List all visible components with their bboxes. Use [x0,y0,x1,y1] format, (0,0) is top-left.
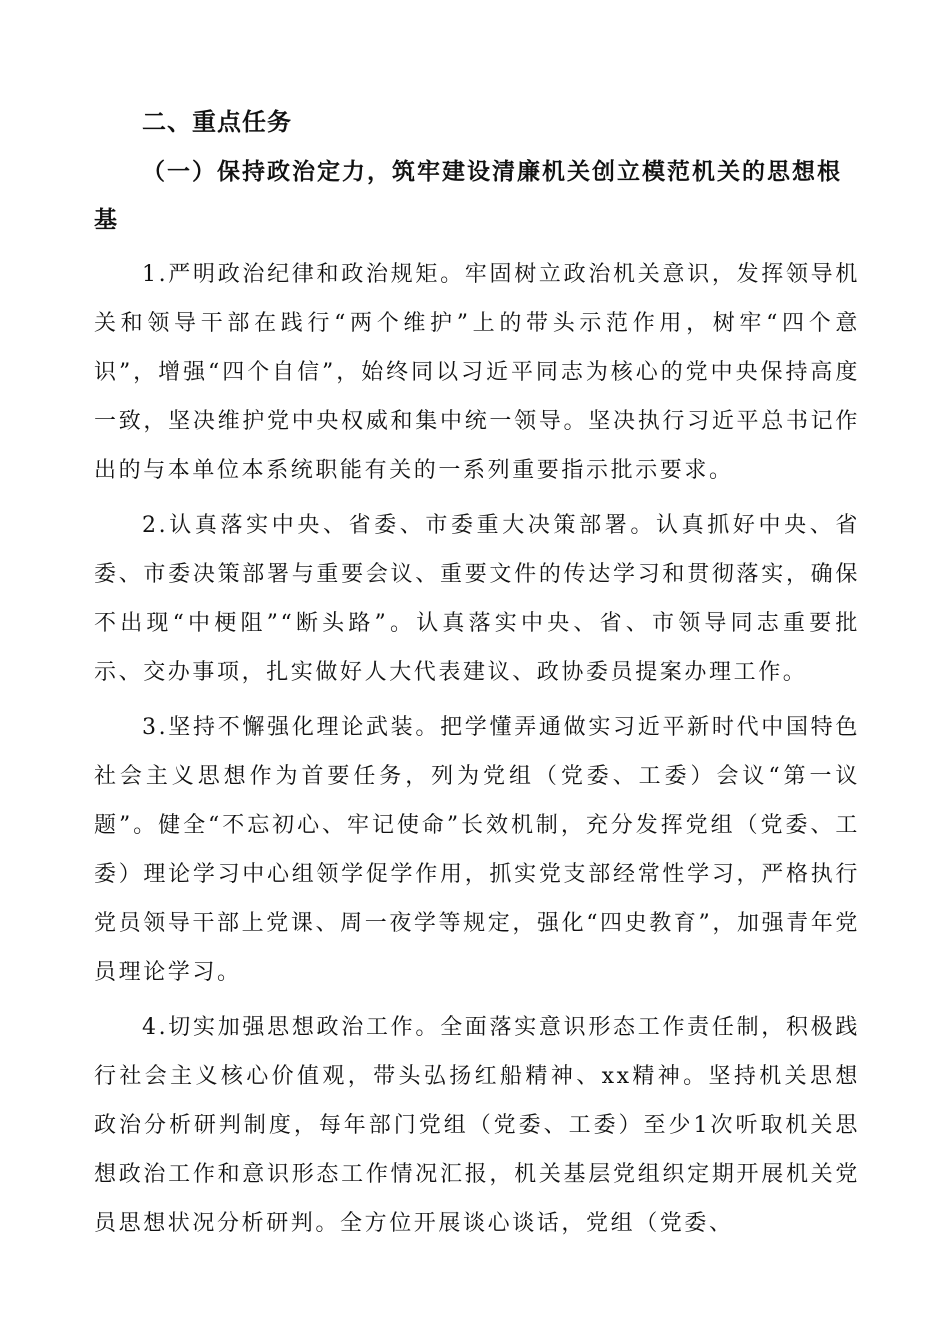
paragraph-2: 2.认真落实中央、省委、市委重大决策部署。认真抓好中央、省委、市委决策部署与重要会议、重要文件的传达学习和贯彻落实，确保不出现“中梗阻”“断头路”。认真落实中央、省、市领导同志重要批示、交办事项，扎实做好人大代表建议、政协委员提案办理工作。 [94,513,860,685]
paragraph-3: 3.坚持不懈强化理论武装。把学懂弄通做实习近平新时代中国特色社会主义思想作为首要任务，列为党组（党委、工委）会议“第一议题”。健全“不忘初心、牢记使命”长效机制，充分发挥党组（党委、工委）理论学习中心组领学促学作用，抓实党支部经常性学习，严格执行党员领导干部上党课、周一夜学等规定，强化“四史教育”，加强青年党员理论学习。 [94,715,860,985]
section-heading: 二、重点任务 [142,108,292,136]
document-body [94,96,860,1248]
sub-heading: （一）保持政治定力，筑牢建设清廉机关创立模范机关的思想根基 [94,159,842,233]
paragraph-1: 1.严明政治纪律和政治规矩。牢固树立政治机关意识，发挥领导机关和领导干部在践行“两个维护”上的带头示范作用，树牢“四个意识”，增强“四个自信”，始终同以习近平同志为核心的党中央保持高度一致，坚决维护党中央权威和集中统一领导。坚决执行习近平总书记作出的与本单位本系统职能有关的一系列重要指示批示要求。 [94,262,860,483]
paragraph-4: 4.切实加强思想政治工作。全面落实意识形态工作责任制，积极践行社会主义核心价值观，带头弘扬红船精神、xx精神。坚持机关思想政治分析研判制度，每年部门党组（党委、工委）至少1次听取机关思想政治工作和意识形态工作情况汇报，机关基层党组织定期开展机关党员思想状况分析研判。全方位开展谈心谈话，党组（党委、 [94,1015,860,1236]
